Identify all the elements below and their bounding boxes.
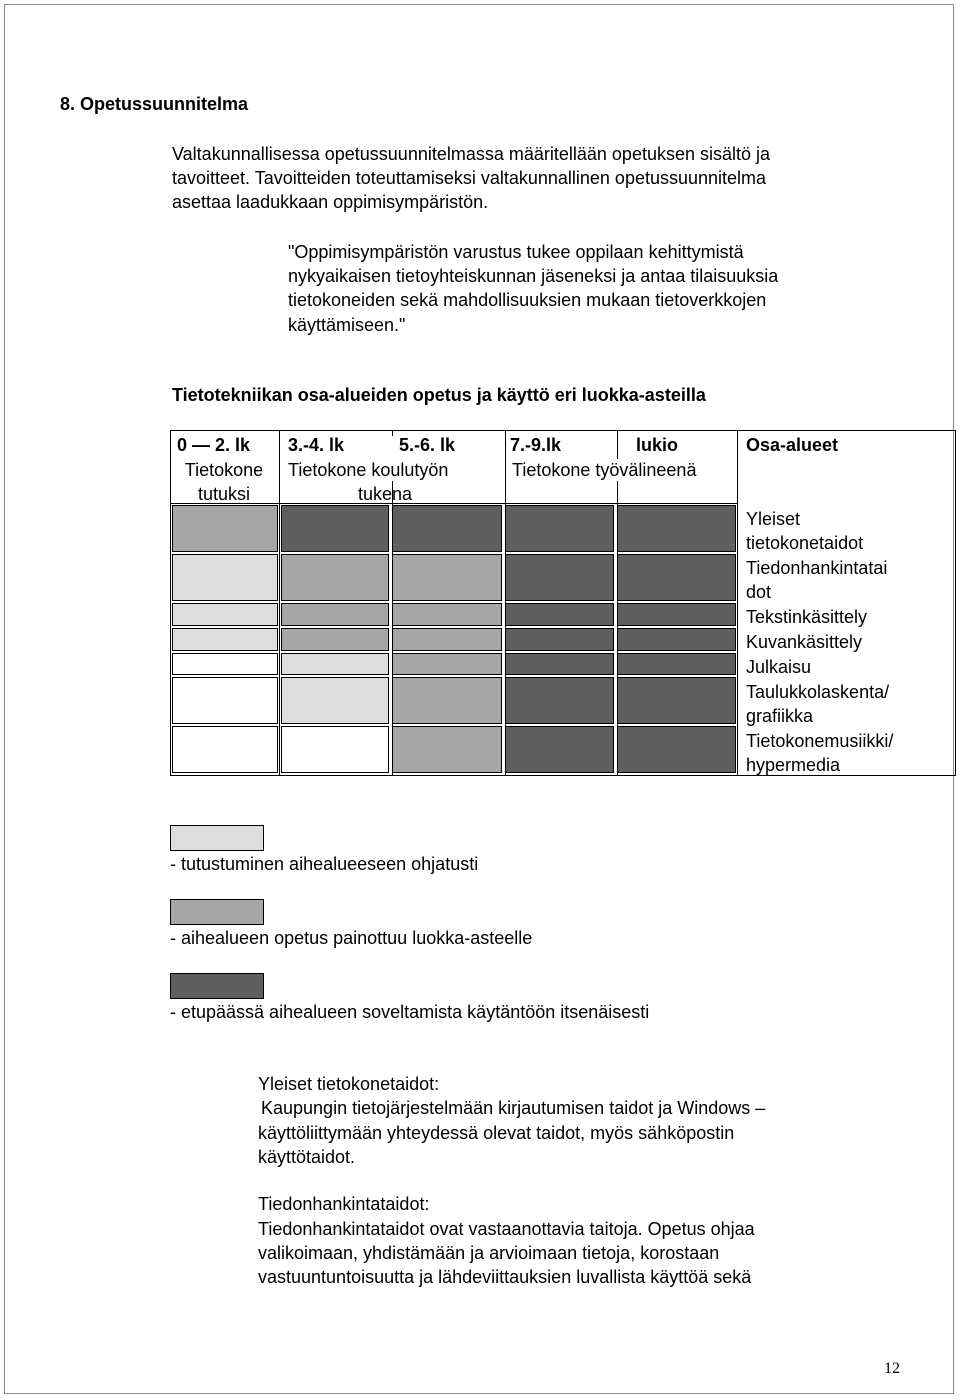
grid-divider bbox=[737, 431, 738, 775]
level-cell bbox=[172, 677, 278, 724]
section2-line-3: vastuuntuntoisuutta ja lähdeviittauksien luvallista käyttöä sekä bbox=[258, 1267, 752, 1287]
quote-line-2: nykyaikaisen tietoyhteiskunnan jäseneksi ja antaa tilaisuuksia bbox=[288, 266, 779, 286]
intro-line-2: tavoitteet. Tavoitteiden toteuttamiseksi valtakunnallinen opetussuunnitelma bbox=[172, 168, 767, 188]
page-number: 12 bbox=[884, 1360, 900, 1377]
level-cell bbox=[172, 726, 278, 773]
level-cell bbox=[505, 677, 614, 724]
level-cell bbox=[392, 603, 502, 626]
level-cell bbox=[392, 628, 502, 651]
legend-swatch-dark bbox=[170, 973, 264, 999]
area-label: Kuvankäsittely bbox=[746, 632, 863, 652]
area-label: Tekstinkäsittely bbox=[746, 607, 868, 627]
grade-label-0-2: 0 — 2. lk bbox=[177, 435, 251, 455]
level-cell bbox=[172, 603, 278, 626]
level-cell bbox=[172, 628, 278, 651]
grade-label-lukio: lukio bbox=[636, 435, 679, 455]
section2-line-2: valikoimaan, yhdistämään ja arvioimaan tietoja, korostaan bbox=[258, 1243, 720, 1263]
section1-line-3: käyttötaidot. bbox=[258, 1147, 356, 1167]
section1-line-2: käyttöliittymään yhteydessä olevat taidot, myös sähköpostin bbox=[258, 1123, 735, 1143]
level-cell bbox=[392, 677, 502, 724]
level-cell bbox=[617, 628, 736, 651]
quote-line-3: tietokoneiden sekä mahdollisuuksien mukaan tietoverkkojen bbox=[288, 290, 767, 310]
intro-line-3: asettaa laadukkaan oppimisympäristön. bbox=[172, 192, 489, 212]
area-label: tietokonetaidot bbox=[746, 533, 864, 553]
level-cell bbox=[281, 677, 389, 724]
legend-text-light: - tutustuminen aihealueeseen ohjatusti bbox=[170, 854, 479, 874]
legend-text-medium: - aihealueen opetus painottuu luokka-asteelle bbox=[170, 928, 533, 948]
quote-line-1: "Oppimisympäristön varustus tukee oppilaan kehittymistä bbox=[288, 242, 744, 262]
quote-line-4: käyttämiseen." bbox=[288, 315, 406, 335]
level-cell bbox=[172, 653, 278, 675]
level-cell bbox=[281, 628, 389, 651]
level-cell bbox=[172, 505, 278, 552]
level-cell bbox=[617, 554, 736, 601]
level-cell bbox=[505, 603, 614, 626]
legend-swatch-light bbox=[170, 825, 264, 851]
section1-line-1: Kaupungin tietojärjestelmään kirjautumisen taidot ja Windows – bbox=[261, 1098, 766, 1118]
level-cell bbox=[617, 726, 736, 773]
group-label-1: Tietokone bbox=[184, 460, 264, 480]
level-cell bbox=[281, 603, 389, 626]
area-label: hypermedia bbox=[746, 755, 841, 775]
level-cell bbox=[617, 653, 736, 675]
level-cell bbox=[281, 554, 389, 601]
area-label: Taulukkolaskenta/ bbox=[746, 682, 890, 702]
level-cell bbox=[172, 554, 278, 601]
areas-header: Osa-alueet bbox=[746, 435, 839, 455]
grid-divider bbox=[392, 431, 393, 436]
level-cell bbox=[617, 603, 736, 626]
legend-swatch-medium bbox=[170, 899, 264, 925]
level-cell bbox=[281, 653, 389, 675]
section2-line-1: Tiedonhankintataidot ovat vastaanottavia taitoja. Opetus ohjaa bbox=[258, 1219, 755, 1239]
area-label: Yleiset bbox=[746, 509, 801, 529]
intro-line-1: Valtakunnallisessa opetussuunnitelmassa määritellään opetuksen sisältö ja bbox=[172, 144, 771, 164]
group-label-2: Tietokone koulutyön bbox=[288, 460, 449, 480]
section2-title: Tiedonhankintataidot: bbox=[258, 1194, 430, 1214]
section1-title: Yleiset tietokonetaidot: bbox=[258, 1074, 440, 1094]
legend-text-dark: - etupäässä aihealueen soveltamista käytäntöön itsenäisesti bbox=[170, 1002, 650, 1022]
area-label: Tiedonhankintatai bbox=[746, 558, 888, 578]
grade-label-3-4: 3.-4. lk bbox=[288, 435, 345, 455]
level-cell bbox=[281, 726, 389, 773]
area-label: Tietokonemusiikki/ bbox=[746, 731, 894, 751]
grid-divider bbox=[279, 431, 280, 775]
group-label-3: Tietokone työvälineenä bbox=[512, 460, 697, 480]
group-label-1b: tutuksi bbox=[197, 484, 251, 504]
section-heading: 8. Opetussuunnitelma bbox=[60, 94, 249, 114]
level-cell bbox=[617, 505, 736, 552]
level-cell bbox=[392, 653, 502, 675]
level-cell bbox=[505, 554, 614, 601]
area-label: grafiikka bbox=[746, 706, 814, 726]
level-cell bbox=[281, 505, 389, 552]
grade-label-7-9: 7.-9.lk bbox=[510, 435, 562, 455]
level-cell bbox=[505, 628, 614, 651]
level-cell bbox=[392, 554, 502, 601]
level-cell bbox=[505, 653, 614, 675]
grid-divider bbox=[617, 431, 618, 459]
group-label-2b: tukena bbox=[358, 484, 413, 504]
level-cell bbox=[617, 677, 736, 724]
area-label: Julkaisu bbox=[746, 657, 812, 677]
level-cell bbox=[392, 726, 502, 773]
grade-label-5-6: 5.-6. lk bbox=[399, 435, 456, 455]
level-cell bbox=[505, 505, 614, 552]
level-cell bbox=[505, 726, 614, 773]
table-title: Tietotekniikan osa-alueiden opetus ja käyttö eri luokka-asteilla bbox=[172, 385, 706, 405]
area-label: dot bbox=[746, 582, 772, 602]
level-cell bbox=[392, 505, 502, 552]
